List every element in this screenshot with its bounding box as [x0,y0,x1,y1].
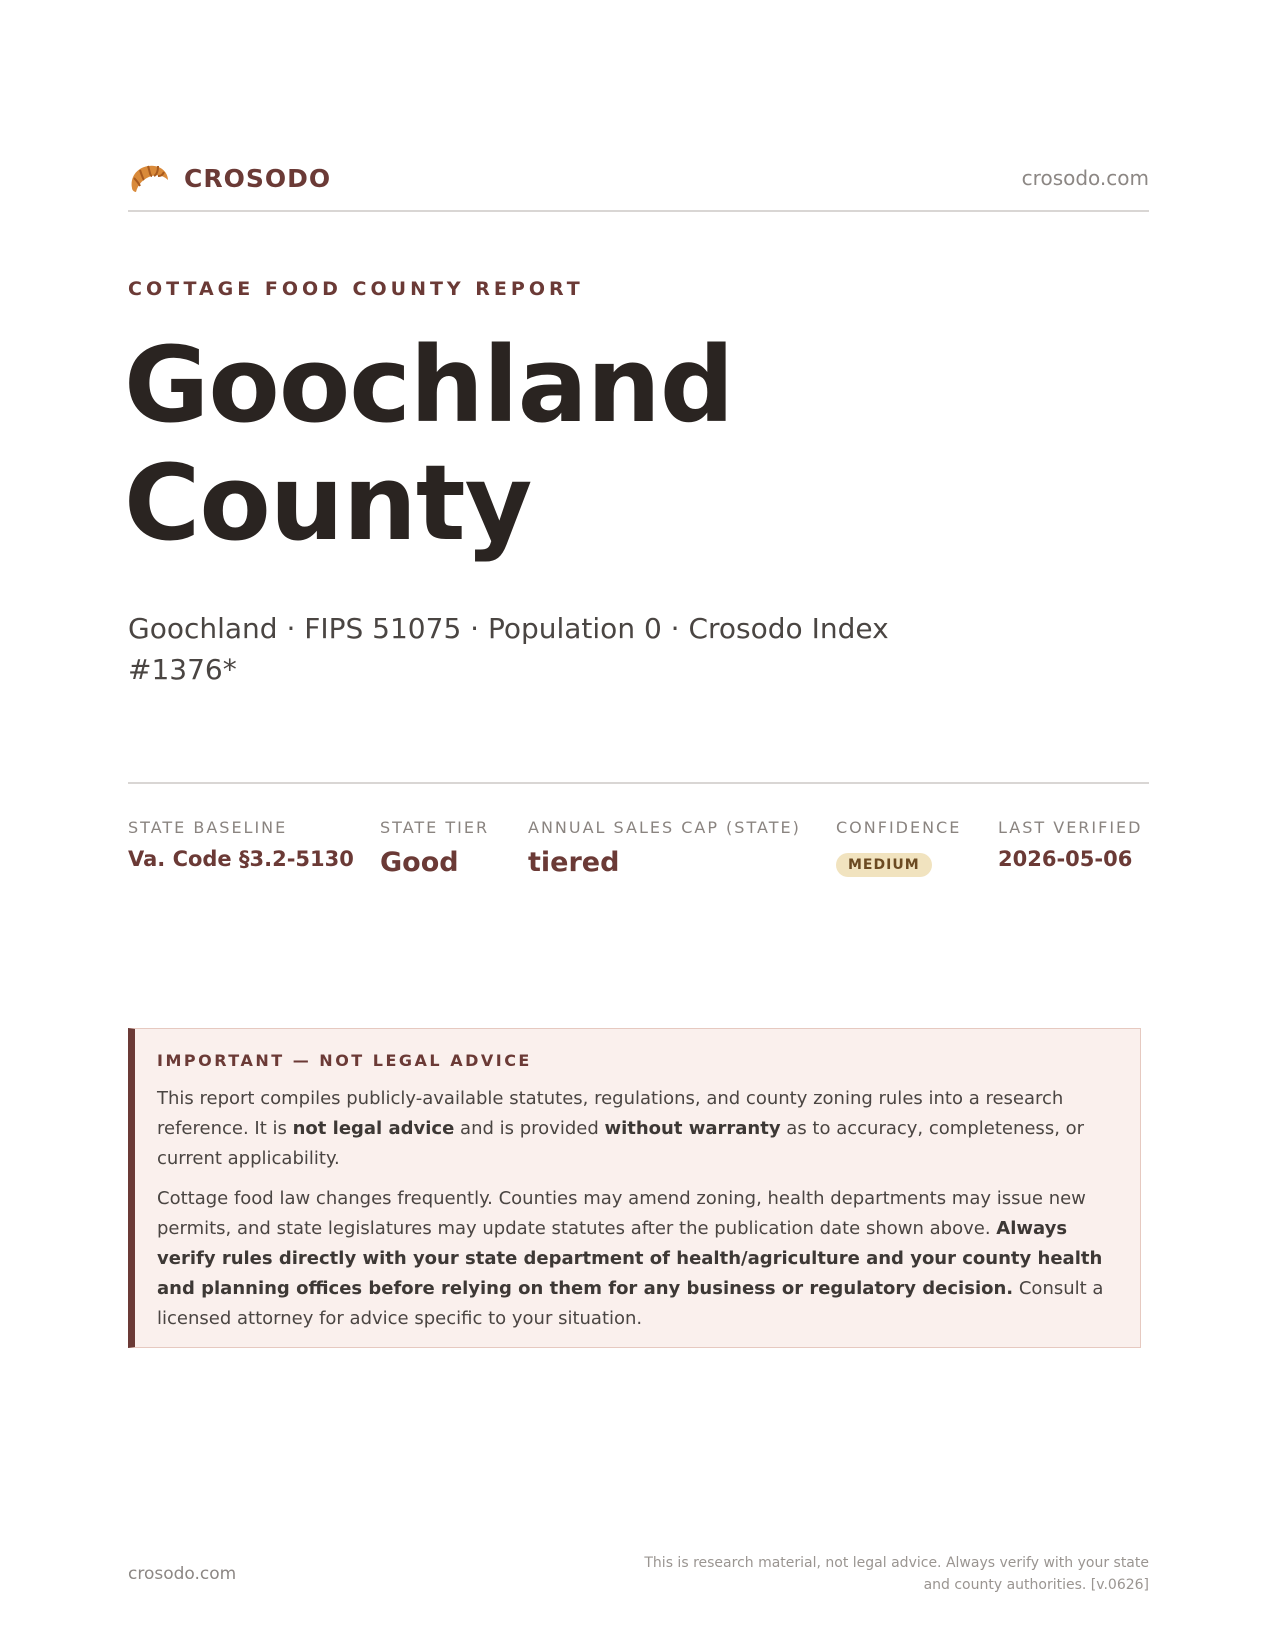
fact-last-verified [998,818,1142,871]
facts-row [128,818,1149,898]
emphasis-verify-rules: Always verify rules directly with your state department of health/agriculture and your county health and planning offices before relying on them for any business or regulatory decision. [157,1218,1103,1299]
croissant-icon [128,160,170,196]
footer-disclaimer-line-2: and county authorities. [v.0626] [923,1577,1149,1593]
fact-label: LAST VERIFIED [998,818,1143,837]
report-kicker: COTTAGE FOOD COUNTY REPORT [128,278,584,300]
fact-annual-sales-cap [528,818,801,878]
section-divider [128,782,1149,784]
page-title [124,326,733,562]
brand [128,160,331,196]
header-site-url: crosodo.com [1021,166,1149,190]
fact-label: CONFIDENCE [836,818,962,837]
emphasis-without-warranty: without warranty [604,1118,781,1139]
fact-confidence [836,818,961,877]
fact-label: ANNUAL SALES CAP (STATE) [528,818,801,837]
page-header [128,158,1149,212]
notice-paragraph-2: Cottage food law changes frequently. Counties may amend zoning, health departments may issue new permits, and state legislatures may update statutes after the publication date shown above. Always verify rules directly with your state department of health/agriculture and your county health and planning offices before relying on them for any business or regulatory decision. Consult a licensed attorney for advice specific to your situation. [157,1188,1104,1329]
fact-value: 2026-05-06 [998,847,1133,871]
confidence-badge: MEDIUM [836,853,932,877]
fact-state-baseline [128,818,354,871]
title-line-1: Goochland [124,324,734,446]
footer-disclaimer-line-1: This is research material, not legal advice. Always verify with your state [644,1555,1149,1571]
emphasis-not-legal-advice: not legal advice [292,1118,455,1139]
fact-value: Va. Code §3.2-5130 [128,847,354,871]
footer-disclaimer [629,1552,1149,1596]
fact-label: STATE TIER [380,818,490,837]
report-page [124,0,1149,1650]
fact-state-tier [380,818,489,878]
footer-site-url: crosodo.com [128,1564,237,1584]
notice-paragraph-1: This report compiles publicly-available statutes, regulations, and county zoning rules into a research reference. It is not legal advice and is provided without warranty as to accuracy, completeness, or current applicability. [157,1088,1085,1169]
legal-notice [128,1028,1141,1348]
notice-heading: IMPORTANT — NOT LEGAL ADVICE [157,1051,532,1070]
fact-label: STATE BASELINE [128,818,288,837]
brand-name: CROSODO [184,163,332,193]
report-subtitle: Goochland · FIPS 51075 · Population 0 · Crosodo Index #1376* [128,612,889,686]
title-line-2: County [124,442,532,564]
fact-value: Good [380,847,459,878]
fact-value: tiered [528,847,620,878]
